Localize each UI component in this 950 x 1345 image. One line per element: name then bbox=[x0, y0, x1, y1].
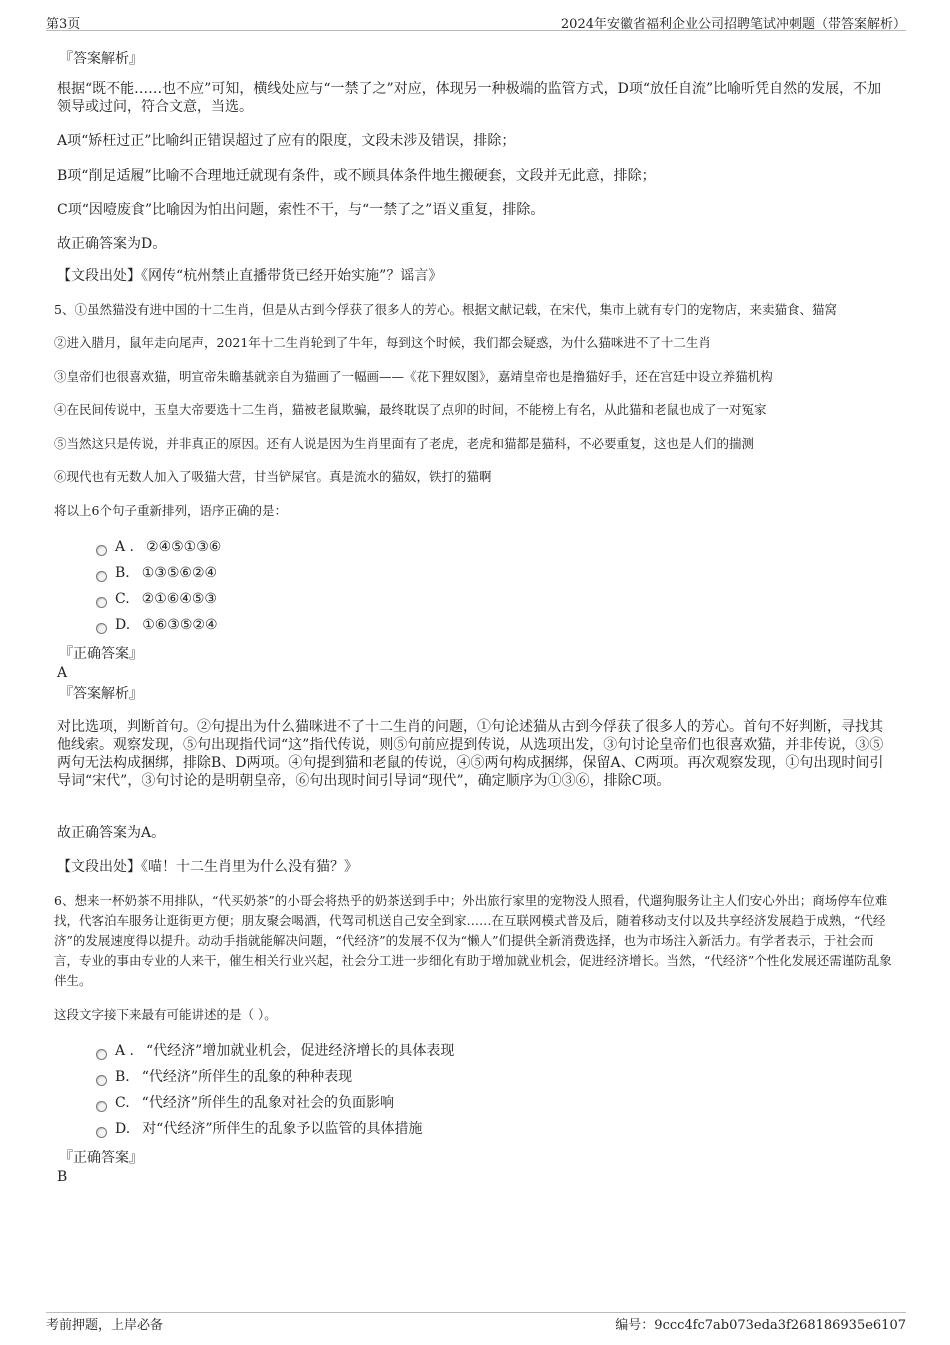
option-key: B. bbox=[115, 1069, 130, 1085]
question-5-option-c[interactable] bbox=[96, 590, 217, 608]
option-key: D. bbox=[115, 617, 131, 633]
option-text: “代经济”增加就业机会，促进经济增长的具体表现 bbox=[146, 1043, 455, 1059]
option-text: ②④⑤①③⑥ bbox=[146, 539, 222, 555]
option-key: B. bbox=[115, 565, 130, 581]
option-text: ①③⑤⑥②④ bbox=[141, 565, 218, 581]
source-citation: 【文段出处】《喵！十二生肖里为什么没有猫？》 bbox=[57, 859, 358, 875]
correct-answer-label: 『正确答案』 bbox=[59, 646, 143, 662]
radio-button-icon[interactable] bbox=[96, 1075, 107, 1086]
correct-answer: B bbox=[57, 1169, 68, 1185]
question-6-option-a[interactable] bbox=[96, 1042, 454, 1060]
radio-button-icon[interactable] bbox=[96, 597, 107, 608]
radio-button-icon[interactable] bbox=[96, 1101, 107, 1112]
option-key: A . bbox=[115, 1043, 135, 1059]
radio-button-icon[interactable] bbox=[96, 571, 107, 582]
radio-button-icon[interactable] bbox=[96, 623, 107, 634]
question-5-option-a[interactable] bbox=[96, 538, 221, 556]
question-6-option-b[interactable] bbox=[96, 1068, 352, 1086]
option-text: ①⑥③⑤②④ bbox=[142, 617, 218, 633]
question-6-stem: 这段文字接下来最有可能讲述的是（ ）。 bbox=[54, 1007, 277, 1022]
question-6-option-d[interactable] bbox=[96, 1120, 423, 1138]
option-text: “代经济”所伴生的乱象对社会的负面影响 bbox=[141, 1095, 394, 1111]
option-key: A . bbox=[115, 539, 135, 555]
correct-answer: A bbox=[57, 665, 68, 681]
radio-button-icon[interactable] bbox=[96, 1127, 107, 1138]
analysis-label: 『答案解析』 bbox=[59, 51, 143, 67]
correct-answer-label: 『正确答案』 bbox=[59, 1150, 143, 1166]
question-6-option-c[interactable] bbox=[96, 1094, 394, 1112]
question-5-stem: 将以上6个句子重新排列，语序正确的是： bbox=[54, 503, 287, 518]
page-footer bbox=[46, 1312, 906, 1333]
radio-button-icon[interactable] bbox=[96, 545, 107, 556]
page-header bbox=[46, 0, 906, 31]
source-citation: 【文段出处】《网传“杭州禁止直播带货已经开始实施”？谣言》 bbox=[57, 268, 443, 284]
question-5-sentence-5: ⑤当然这只是传说，并非真正的原因。还有人说是因为生肖里面有了老虎，老虎和猫都是猫科，不必要重复，这也是人们的揣测 bbox=[54, 436, 755, 451]
question-5-sentence-6: ⑥现代也有无数人加入了吸猫大营，甘当铲屎官。真是流水的猫奴，铁打的猫啊 bbox=[54, 469, 492, 484]
option-key: C. bbox=[115, 1095, 130, 1111]
document-id: 编号：9ccc4fc7ab073eda3f268186935e6107 bbox=[615, 1318, 906, 1333]
document-title: 2024年安徽省福利企业公司招聘笔试冲刺题（带答案解析） bbox=[560, 17, 906, 32]
analysis-option-c: C项“因噎废食”比喻因为怕出问题，索性不干，与“一禁了之”语义重复，排除。 bbox=[57, 202, 545, 218]
analysis-paragraph: 根据“既不能……也不应”可知，横线处应与“一禁了之”对应，体现另一种极端的监管方式，D项“放任自流”比喻听凭自然的发展，不加领导或过问，符合文意，当选。 bbox=[57, 81, 882, 115]
analysis-conclusion: 故正确答案为D。 bbox=[57, 236, 167, 252]
analysis-paragraph: 对比选项，判断首句。②句提出为什么猫咪进不了十二生肖的问题，①句论述猫从古到今俘获了很多人的芳心。首句不好判断，寻找其他线索。观察发现，⑤句出现指代词“这”指代传说，则⑤句前应提到传说，从选项出发，③句讨论皇帝们也很喜欢猫，并非传说，③⑤两句无法构成捆绑，排除B、D两项。④句提到猫和老鼠的传说，④⑤两句构成捆绑，保留A、C两项。再次观察发现，①句出现时间引导词“宋代”，③句讨论的是明朝皇帝，⑥句出现时间引导词“现代”，确定顺序为①③⑥，排除C项。 bbox=[57, 719, 884, 789]
option-text: ②①⑥④⑤③ bbox=[141, 591, 217, 607]
option-text: 对“代经济”所伴生的乱象予以监管的具体措施 bbox=[142, 1121, 423, 1137]
option-text: “代经济”所伴生的乱象的种种表现 bbox=[141, 1069, 353, 1085]
footer-slogan: 考前押题，上岸必备 bbox=[46, 1318, 164, 1333]
option-key: C. bbox=[115, 591, 130, 607]
question-5-option-d[interactable] bbox=[96, 616, 218, 634]
analysis-label: 『答案解析』 bbox=[59, 686, 143, 702]
option-key: D. bbox=[115, 1121, 131, 1137]
question-5-option-b[interactable] bbox=[96, 564, 217, 582]
page-number: 第3页 bbox=[46, 17, 81, 32]
question-5-sentence-4: ④在民间传说中，玉皇大帝要选十二生肖，猫被老鼠欺骗，最终耽误了点卯的时间，不能榜上有名，从此猫和老鼠也成了一对冤家 bbox=[54, 402, 767, 417]
question-5-sentence-2: ②进入腊月，鼠年走向尾声，2021年十二生肖轮到了牛年，每到这个时候，我们都会疑惑，为什么猫咪进不了十二生肖 bbox=[54, 335, 711, 350]
question-6-passage: 6、想来一杯奶茶不用排队，“代买奶茶”的小哥会将热乎的奶茶送到手中；外出旅行家里的宠物没人照看，代遛狗服务让主人们安心外出；商场停车位难找，代客泊车服务让逛街更方便；朋友聚会喝酒，代驾司机送自己安全到家……在互联网模式普及后，随着移动支付以及共享经济发展趋于成熟，“代经济”的发展速度得以提升。动动手指就能解决问题，“代经济”的发展不仅为“懒人”们提供全新消费选择，也为市场注入新活力。有学者表示，于社会而言，专业的事由专业的人来干，催生相关行业兴起，社会分工进一步细化有助于增加就业机会，促进经济增长。当然，“代经济”个性化发展还需谨防乱象伴生。 bbox=[54, 893, 892, 988]
radio-button-icon[interactable] bbox=[96, 1049, 107, 1060]
question-5-sentence-1: 5、①虽然猫没有进中国的十二生肖，但是从古到今俘获了很多人的芳心。根据文献记载，在宋代，集市上就有专门的宠物店，来卖猫食、猫窝 bbox=[54, 302, 837, 317]
analysis-option-a: A项“矫枉过正”比喻纠正错误超过了应有的限度，文段未涉及错误，排除； bbox=[57, 133, 516, 149]
analysis-conclusion: 故正确答案为A。 bbox=[57, 825, 166, 841]
analysis-option-b: B项“削足适履”比喻不合理地迁就现有条件，或不顾具体条件地生搬硬套，文段并无此意，排除； bbox=[57, 168, 656, 184]
question-5-sentence-3: ③皇帝们也很喜欢猫，明宣帝朱瞻基就亲自为猫画了一幅画——《花下狸奴图》，嘉靖皇帝也是撸猫好手，还在宫廷中设立养猫机构 bbox=[54, 369, 773, 384]
